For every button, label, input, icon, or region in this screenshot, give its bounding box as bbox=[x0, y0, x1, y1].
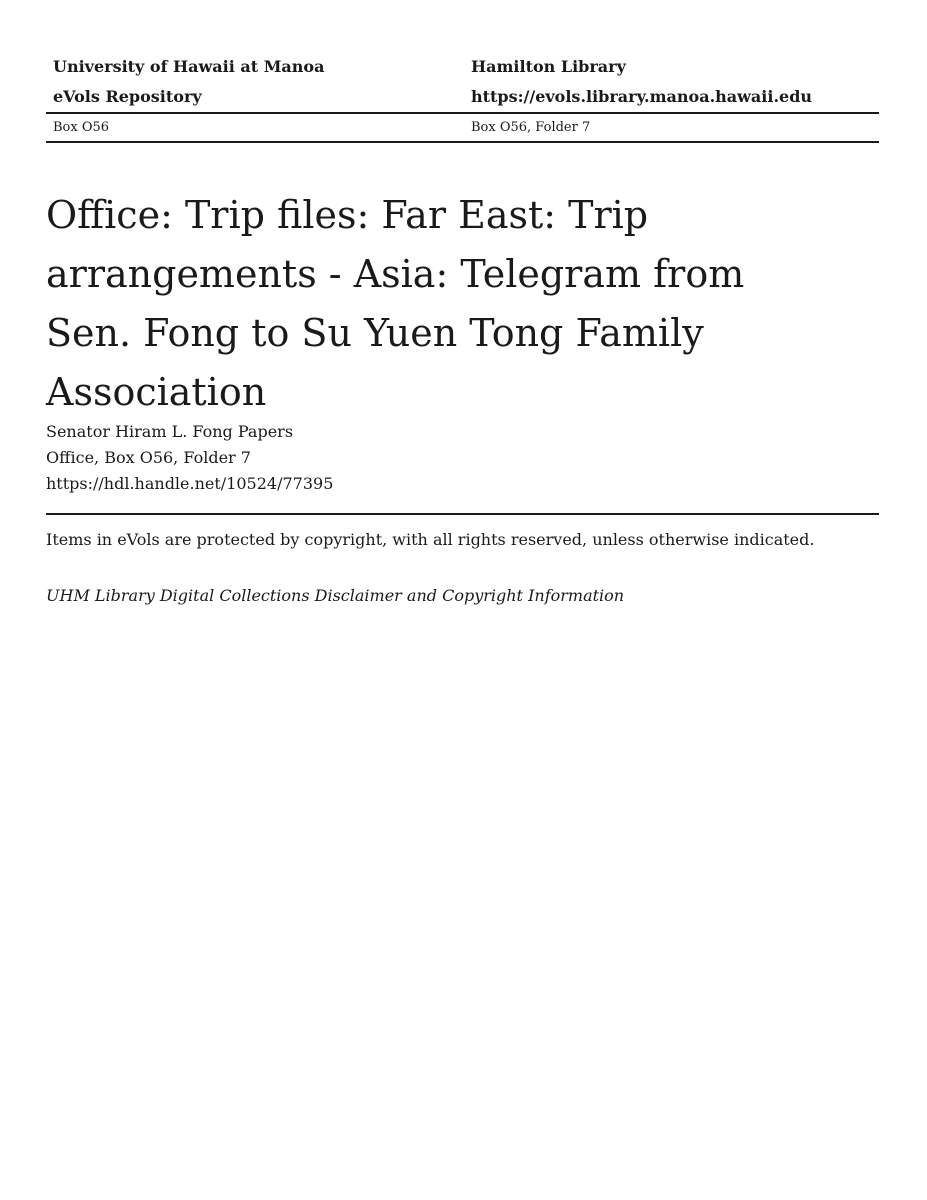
header-box-row bbox=[46, 114, 879, 141]
institution-name: University of Hawaii at Manoa bbox=[53, 57, 325, 76]
repository-name: eVols Repository bbox=[53, 87, 202, 106]
title-line-2: arrangements - Asia: Telegram from bbox=[46, 252, 745, 296]
content-divider bbox=[46, 513, 879, 515]
library-name: Hamilton Library bbox=[471, 57, 626, 76]
title-line-3: Sen. Fong to Su Yuen Tong Family Association bbox=[46, 311, 704, 414]
title-line-1: Office: Trip files: Far East: Trip bbox=[46, 193, 649, 237]
document-metadata bbox=[46, 419, 333, 497]
box-label: Box O56 bbox=[53, 120, 110, 135]
document-header bbox=[46, 52, 879, 143]
copyright-notice: Items in eVols are protected by copyright, with all rights reserved, unless otherwise indicated. bbox=[46, 530, 815, 549]
header-row-top bbox=[46, 52, 879, 82]
disclaimer-link[interactable]: UHM Library Digital Collections Disclaimer and Copyright Information bbox=[46, 586, 625, 605]
header-bottom-divider bbox=[46, 141, 879, 143]
collection-name: Senator Hiram L. Fong Papers bbox=[46, 422, 294, 441]
repository-url: https://evols.library.manoa.hawaii.edu bbox=[471, 87, 813, 106]
box-folder-label: Box O56, Folder 7 bbox=[471, 120, 591, 135]
box-folder-location: Office, Box O56, Folder 7 bbox=[46, 448, 251, 467]
document-title bbox=[46, 186, 916, 422]
handle-link[interactable]: https://hdl.handle.net/10524/77395 bbox=[46, 474, 334, 493]
header-row-bottom bbox=[46, 82, 879, 112]
